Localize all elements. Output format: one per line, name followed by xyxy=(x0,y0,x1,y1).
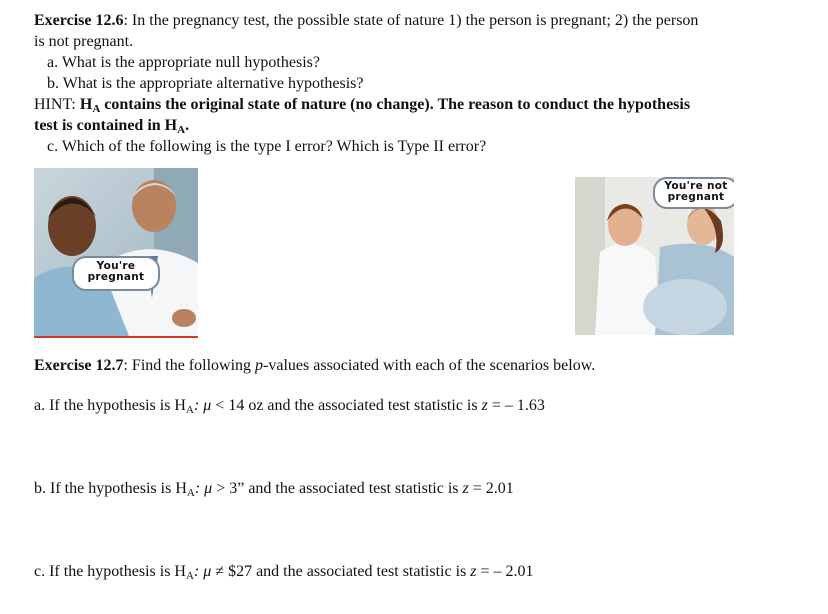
ex126-question-b: b. What is the appropriate alternative hypothesis? xyxy=(47,75,364,92)
ex127-title: Exercise 12.7 xyxy=(34,357,124,374)
doctor-male-patient-image xyxy=(34,168,198,338)
ex126-hint-line-2 xyxy=(34,116,189,137)
hint-text-2: test is contained in HA. xyxy=(34,117,190,136)
ex127-scenario-c: c. If the hypothesis is HA: μ ≠ $27 and the associated test statistic is z = – 2.01 xyxy=(34,563,534,582)
ex127-scenario-a: a. If the hypothesis is HA: μ < 14 oz and the associated test statistic is z = – 1.63 xyxy=(34,397,545,416)
doctor-pregnant-woman-image xyxy=(575,177,734,335)
ex126-question-c: c. Which of the following is the type I error? Which is Type II error? xyxy=(47,138,487,155)
hint-text-1: HA contains the original state of nature (no change). The reason to conduct the hypothesis xyxy=(79,96,691,115)
left-speech-bubble: You're pregnant xyxy=(72,256,160,291)
ex126-intro-2: is not pregnant. xyxy=(34,33,134,50)
ex126-intro-1: : In the pregnancy test, the possible state of nature 1) the person is pregnant; 2) the person xyxy=(123,12,699,29)
ex127-intro-line: Exercise 12.7: Find the following p-values associated with each of the scenarios below. xyxy=(34,357,596,374)
ex126-question-a: a. What is the appropriate null hypothesis? xyxy=(47,54,320,71)
ex126-title: Exercise 12.6 xyxy=(34,12,124,29)
ex127-scenario-b: b. If the hypothesis is HA: μ > 3” and the associated test statistic is z = 2.01 xyxy=(34,480,514,499)
hint-label: HINT: xyxy=(34,96,80,113)
right-speech-bubble: You're not pregnant xyxy=(653,177,734,209)
ex126-hint-line-1 xyxy=(34,95,690,116)
ex126-line-1 xyxy=(34,11,698,30)
doctor-male-patient-illustration xyxy=(34,168,198,336)
